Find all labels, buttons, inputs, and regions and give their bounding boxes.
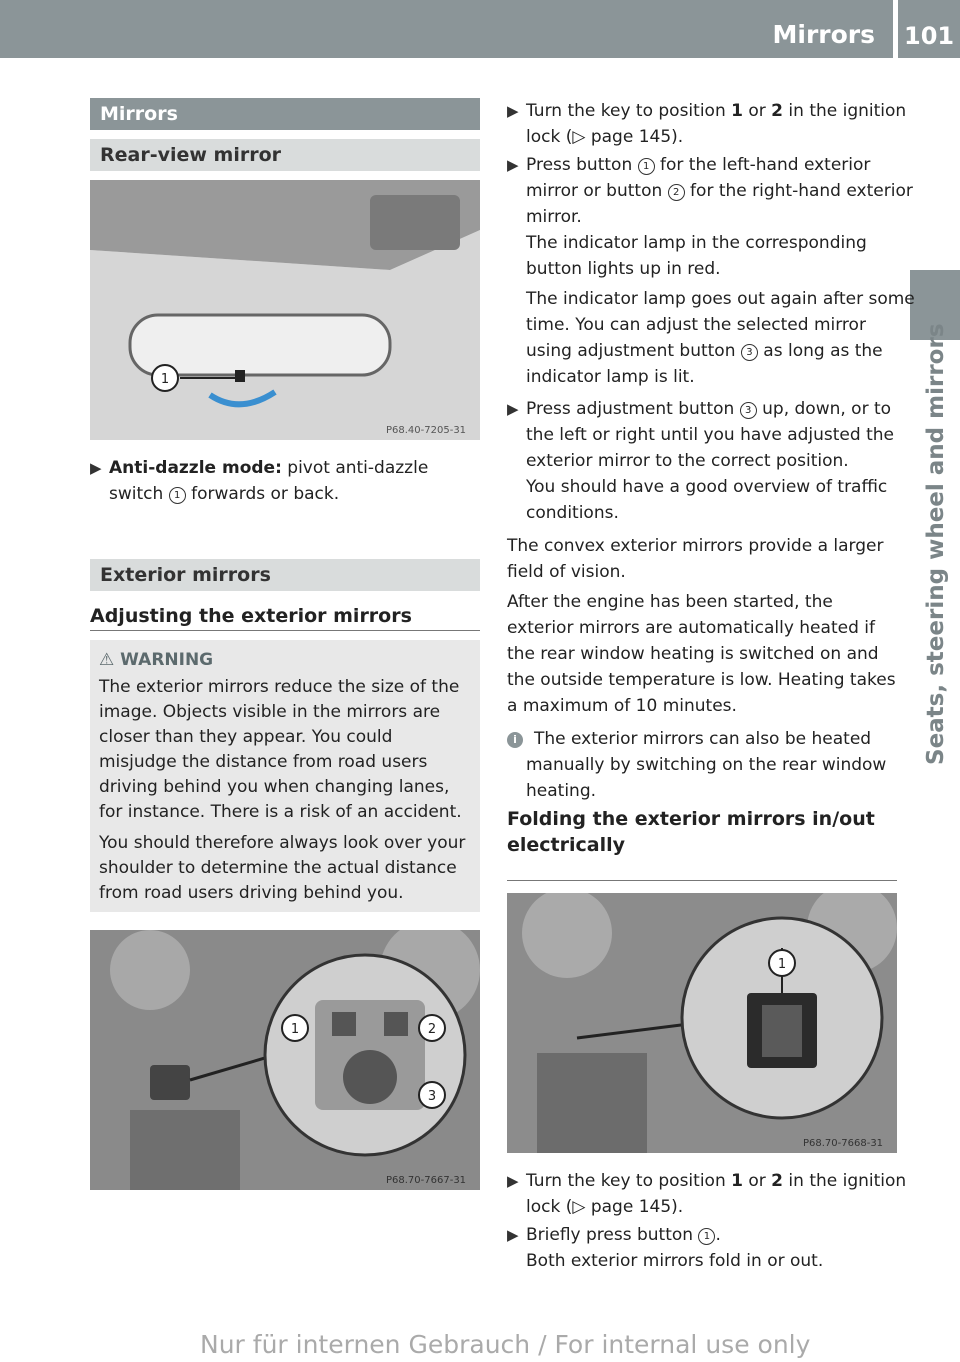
step-turn-key-2: ▶ Turn the key to position 1 or 2 in the ignition lock (▷ page 145).	[507, 1168, 916, 1220]
step-arrow-icon: ▶	[507, 1226, 519, 1244]
step-arrow-icon: ▶	[507, 102, 519, 120]
step-arrow-icon: ▶	[507, 1172, 519, 1190]
heading-folding: Folding the exterior mirrors in/out electrically	[507, 808, 875, 856]
warning-text-2: You should therefore always look over your shoulder to determine the actual distance from road users driving behind you.	[99, 833, 466, 903]
subsection-title-exterior: Exterior mirrors	[90, 559, 480, 591]
side-section-label: Seats, steering wheel and mirrors	[923, 323, 949, 765]
warning-text-1: The exterior mirrors reduce the size of the image. Objects visible in the mirrors are closer than they appear. You could misjudge the distance from road users driving behind you when changing lanes, for instance. There is a risk of an accident.	[99, 677, 462, 822]
paragraph-convex: The convex exterior mirrors provide a larger field of vision.	[507, 536, 884, 582]
step-arrow-icon: ▶	[507, 156, 519, 174]
callout-1: 1	[290, 1022, 300, 1037]
paragraph-heated: After the engine has been started, the exterior mirrors are automatically heated if the rear window heating is switched on and the outside temperature is low. Heating takes a maximum of 10 minutes.	[507, 592, 896, 716]
step-briefly-press: ▶ Briefly press button 1 . Both exterior mirrors fold in or out.	[507, 1222, 916, 1274]
warning-box	[90, 640, 480, 912]
subsection-title: Rear-view mirror	[90, 139, 480, 171]
callout-1: 1	[777, 957, 787, 972]
step-turn-key: ▶ Turn the key to position 1 or 2 in the ignition lock (▷ page 145).	[507, 98, 916, 150]
step-arrow-icon: ▶	[507, 400, 519, 418]
callout-1: 1	[160, 372, 170, 387]
rear-view-mirror-figure	[90, 180, 480, 440]
callout-3: 3	[427, 1089, 437, 1104]
heading-adjusting: Adjusting the exterior mirrors	[90, 605, 412, 627]
header-separator	[893, 0, 898, 58]
page-number: 101	[904, 22, 955, 50]
divider	[507, 880, 897, 881]
step-arrow-icon: ▶	[90, 459, 102, 477]
anti-dazzle-step: ▶ Anti-dazzle mode: pivot anti-dazzle switch 1 forwards or back.	[90, 455, 479, 507]
divider	[90, 630, 480, 631]
step-press-button: ▶ Press button 1 for the left-hand exterior mirror or button 2 for the right-hand exterior mirror. The indicator lamp in the corresponding button lights up in red. The indicator lamp goes out again after some time. You can adjust the selected mirror using adjustment button 3 as long as the indicator lamp is lit.	[507, 152, 916, 390]
section-title: Mirrors	[90, 98, 480, 130]
figure-code: P68.70-7667-31	[386, 1175, 467, 1186]
step-adjust-button: ▶ Press adjustment button 3 up, down, or to the left or right until you have adjusted the exterior mirror to the correct position. You should have a good overview of traffic conditions.	[507, 396, 916, 526]
footer-watermark: Nur für internen Gebrauch / For internal use only	[200, 1330, 811, 1359]
result-text: The indicator lamp goes out again after some time. You can adjust the selected mirror using adjustment button 3 as long as the indicator lamp is lit.	[526, 289, 915, 387]
exterior-mirror-controls-figure	[90, 930, 480, 1190]
figure-code: P68.40-7205-31	[386, 425, 467, 436]
info-icon: i	[507, 726, 523, 752]
figure-code: P68.70-7668-31	[803, 1138, 884, 1149]
warning-title: ⚠ WARNING	[99, 650, 214, 670]
result-text: The indicator lamp in the corresponding button lights up in red.	[526, 233, 867, 279]
warning-icon: ⚠	[99, 650, 115, 670]
header-title: Mirrors	[772, 20, 875, 49]
result-text: You should have a good overview of traffic conditions.	[526, 477, 888, 523]
info-note: i The exterior mirrors can also be heated manually by switching on the rear window heating.	[507, 726, 916, 804]
fold-mirror-button-figure	[507, 893, 897, 1153]
callout-2: 2	[427, 1022, 437, 1037]
result-text: Both exterior mirrors fold in or out.	[526, 1251, 824, 1271]
